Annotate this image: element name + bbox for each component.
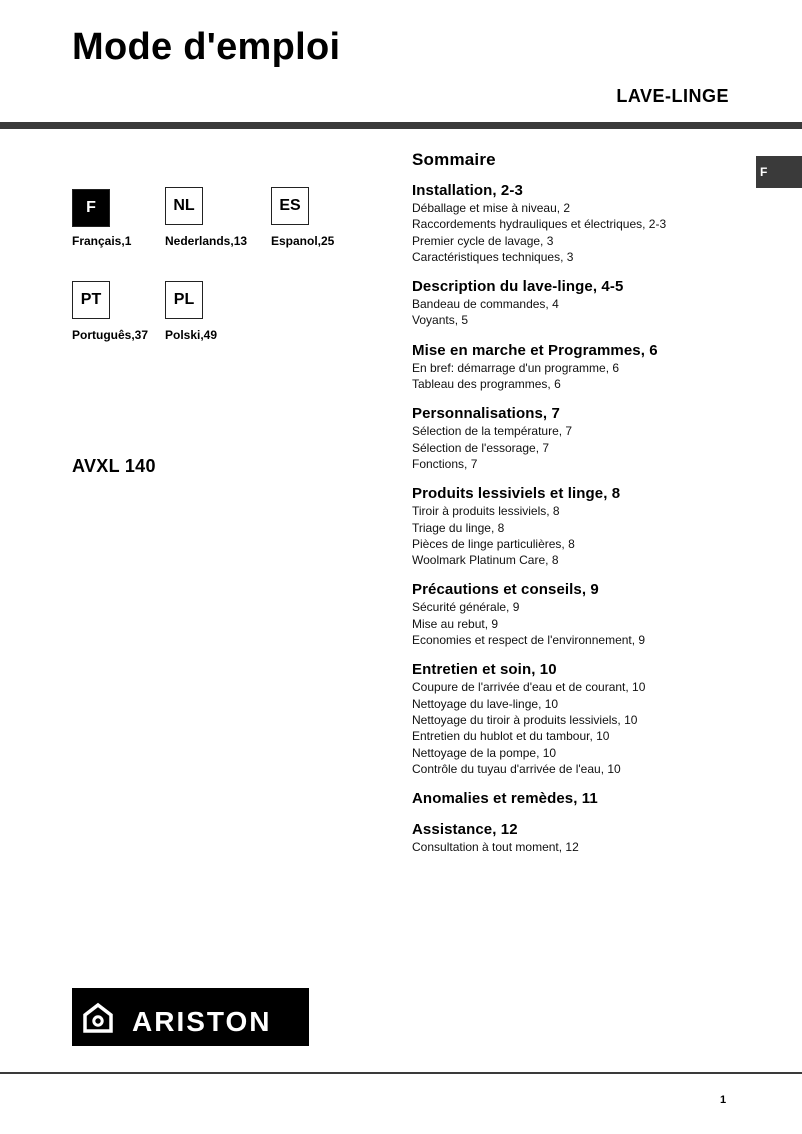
lang-label-f[interactable]: Français,1 bbox=[72, 234, 132, 248]
toc-item[interactable]: Sélection de l'essorage, 7 bbox=[412, 440, 550, 455]
lang-button-pt[interactable]: PT bbox=[72, 281, 110, 319]
toc-item[interactable]: Fonctions, 7 bbox=[412, 456, 478, 471]
toc-section-title[interactable]: Produits lessiviels et linge, 8 bbox=[412, 485, 621, 503]
toc-item[interactable]: Mise au rebut, 9 bbox=[412, 616, 499, 631]
house-icon bbox=[82, 1002, 114, 1034]
table-of-contents bbox=[412, 150, 772, 868]
ariston-logo bbox=[72, 988, 309, 1046]
toc-section-entretien bbox=[412, 661, 772, 777]
lang-label-pt[interactable]: Português,37 bbox=[72, 328, 149, 342]
toc-heading: Sommaire bbox=[412, 150, 496, 169]
toc-item[interactable]: Tiroir à produits lessiviels, 8 bbox=[412, 504, 560, 519]
toc-item[interactable]: Nettoyage de la pompe, 10 bbox=[412, 745, 557, 760]
toc-item[interactable]: Raccordements hydrauliques et électriques, 2-3 bbox=[412, 217, 667, 232]
toc-item[interactable]: Contrôle du tuyau d'arrivée de l'eau, 10 bbox=[412, 761, 621, 776]
toc-item[interactable]: Caractéristiques techniques, 3 bbox=[412, 249, 574, 264]
toc-item[interactable]: En bref: démarrage d'un programme, 6 bbox=[412, 360, 620, 375]
toc-item[interactable]: Coupure de l'arrivée d'eau et de courant, 10 bbox=[412, 680, 646, 695]
toc-section-description bbox=[412, 278, 772, 329]
page-title: Mode d'emploi bbox=[72, 26, 341, 68]
toc-item[interactable]: Consultation à tout moment, 12 bbox=[412, 840, 579, 855]
bottom-divider bbox=[0, 1072, 802, 1074]
toc-item[interactable]: Nettoyage du lave-linge, 10 bbox=[412, 696, 559, 711]
lang-button-es[interactable]: ES bbox=[271, 187, 309, 225]
lang-button-pl[interactable]: PL bbox=[165, 281, 203, 319]
toc-section-title[interactable]: Précautions et conseils, 9 bbox=[412, 581, 599, 599]
lang-label-nl[interactable]: Nederlands,13 bbox=[165, 234, 248, 248]
language-side-tab: F bbox=[756, 156, 802, 188]
toc-section-title[interactable]: Assistance, 12 bbox=[412, 821, 518, 839]
toc-section-assistance bbox=[412, 821, 772, 855]
lang-button-nl[interactable]: NL bbox=[165, 187, 203, 225]
toc-item[interactable]: Sélection de la température, 7 bbox=[412, 424, 573, 439]
toc-item[interactable]: Triage du linge, 8 bbox=[412, 520, 505, 535]
lang-button-f[interactable]: F bbox=[72, 189, 110, 227]
toc-item[interactable]: Sécurité générale, 9 bbox=[412, 600, 520, 615]
toc-section-title[interactable]: Description du lave-linge, 4-5 bbox=[412, 278, 624, 296]
logo-text: ARISTON bbox=[132, 1006, 272, 1037]
product-type: LAVE-LINGE bbox=[616, 86, 729, 106]
toc-section-personnalisations bbox=[412, 405, 772, 472]
toc-section-installation bbox=[412, 182, 772, 265]
toc-item[interactable]: Bandeau de commandes, 4 bbox=[412, 297, 559, 312]
lang-label-pl[interactable]: Polski,49 bbox=[165, 328, 218, 342]
toc-item[interactable]: Premier cycle de lavage, 3 bbox=[412, 233, 554, 248]
toc-item[interactable]: Woolmark Platinum Care, 8 bbox=[412, 553, 559, 568]
toc-item[interactable]: Nettoyage du tiroir à produits lessiviels, 10 bbox=[412, 712, 638, 727]
toc-item[interactable]: Economies et respect de l'environnement, 9 bbox=[412, 633, 646, 648]
page-number: 1 bbox=[720, 1094, 727, 1106]
model-name: AVXL 140 bbox=[72, 456, 156, 476]
toc-item[interactable]: Tableau des programmes, 6 bbox=[412, 377, 561, 392]
top-divider bbox=[0, 122, 802, 129]
toc-section-anomalies bbox=[412, 790, 772, 808]
toc-section-title[interactable]: Mise en marche et Programmes, 6 bbox=[412, 341, 658, 359]
toc-item[interactable]: Pièces de linge particulières, 8 bbox=[412, 536, 575, 551]
toc-section-title[interactable]: Personnalisations, 7 bbox=[412, 405, 560, 423]
toc-section-title[interactable]: Anomalies et remèdes, 11 bbox=[412, 790, 598, 808]
toc-section-programmes bbox=[412, 342, 772, 393]
toc-section-title[interactable]: Installation, 2-3 bbox=[412, 182, 523, 199]
lang-label-es[interactable]: Espanol,25 bbox=[271, 234, 335, 248]
toc-section-produits bbox=[412, 485, 772, 568]
toc-item[interactable]: Voyants, 5 bbox=[412, 313, 469, 328]
toc-section-precautions bbox=[412, 581, 772, 648]
toc-item[interactable]: Déballage et mise à niveau, 2 bbox=[412, 201, 571, 215]
toc-section-title[interactable]: Entretien et soin, 10 bbox=[412, 661, 557, 679]
toc-item[interactable]: Entretien du hublot et du tambour, 10 bbox=[412, 729, 610, 744]
